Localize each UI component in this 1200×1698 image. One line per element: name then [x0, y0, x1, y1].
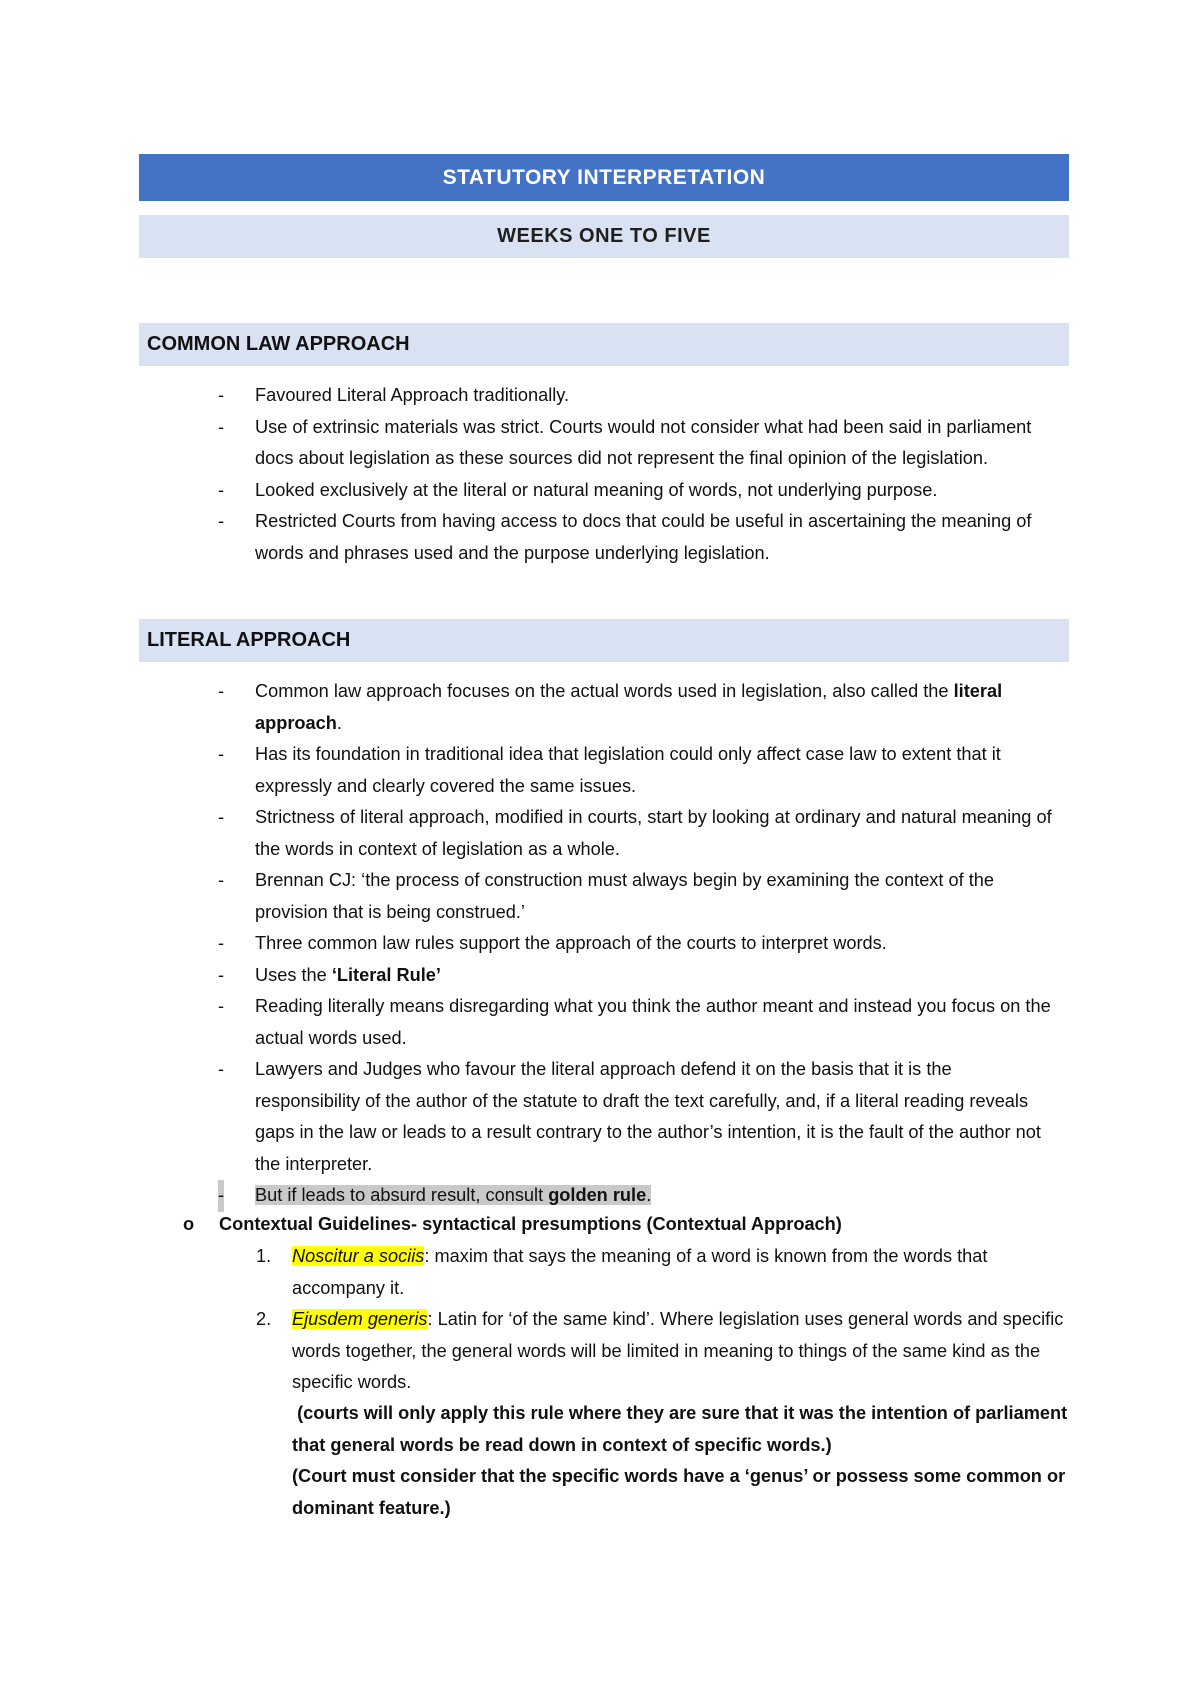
dash-marker: -: [218, 1180, 224, 1212]
dash-marker: -: [218, 807, 225, 827]
list-item: [0, 928, 1060, 960]
list-item-text: Common law approach focuses on the actual words used in legislation, also called the: [255, 681, 954, 701]
numbered-item-text: Latin for ‘of the same kind’. Where legislation uses general words and specific words together, the general words will be limited in meaning to things of the same kind as the specific words.: [292, 1309, 1064, 1392]
list-item-text: But if leads to absurd result, consult: [255, 1185, 549, 1205]
bold-term: ‘Literal Rule’: [331, 964, 441, 985]
list-item: [0, 380, 1060, 412]
numbered-item: [0, 1304, 1068, 1399]
document-title-bar: [139, 154, 1069, 201]
dash-marker: -: [218, 511, 225, 531]
section-heading-text: COMMON LAW APPROACH: [147, 333, 410, 355]
circle-bullet-marker: o: [183, 1214, 195, 1234]
bold-term: literal approach: [255, 681, 1003, 733]
list-item-text: Three common law rules support the approach of the courts to interpret words.: [255, 933, 887, 953]
numbered-item: [0, 1241, 1068, 1304]
list-item: [0, 1054, 1060, 1180]
list-item-text: .: [336, 712, 342, 733]
list-item: [0, 991, 1060, 1054]
list-item: [0, 412, 1060, 475]
contextual-heading-text: Contextual Guidelines- syntactical presumptions (Contextual Approach): [219, 1214, 842, 1234]
document-subtitle: WEEKS ONE TO FIVE: [497, 225, 711, 247]
number-marker: 1.: [256, 1246, 272, 1266]
dash-marker: -: [218, 870, 225, 890]
section-heading-literal: [139, 619, 1069, 662]
dash-marker: -: [218, 996, 225, 1016]
section-heading-common-law: [139, 323, 1069, 366]
list-item: [0, 865, 1060, 928]
section-heading-text: LITERAL APPROACH: [147, 629, 351, 651]
common-law-list: [0, 380, 1060, 569]
list-item-text: Strictness of literal approach, modified in courts, start by looking at ordinary and natural meaning of the words in context of legislation as a whole.: [255, 807, 1052, 859]
latin-term: Ejusdem generis: [292, 1309, 428, 1329]
list-item-highlighted: [0, 1180, 1060, 1212]
dash-marker: -: [218, 681, 225, 701]
list-item-text: .: [646, 1185, 652, 1205]
list-item-text: Reading literally means disregarding what you think the author meant and instead you focus on the actual words used.: [255, 996, 1051, 1048]
list-item-text: Lawyers and Judges who favour the literal approach defend it on the basis that it is the responsibility of the author of the statute to draft the text carefully, and, if a literal reading reveals gaps in the law or leads to a result contrary to the author’s intention, it is the fault of the author not the interpreter.: [255, 1059, 1041, 1174]
list-item-text: Favoured Literal Approach traditionally.: [255, 385, 570, 405]
numbered-item-text: maxim that says the meaning of a word is known from the words that accompany it.: [292, 1246, 988, 1298]
dash-marker: -: [218, 744, 225, 764]
list-item-text: Restricted Courts from having access to docs that could be useful in ascertaining the meaning of words and phrases used and the purpose underlying legislation.: [255, 511, 1032, 563]
literal-approach-list: [0, 676, 1060, 1212]
dash-marker: -: [218, 1059, 225, 1079]
list-item: [0, 802, 1060, 865]
latin-term: Noscitur a sociis: [292, 1246, 425, 1266]
number-marker: 2.: [256, 1309, 272, 1329]
document-subtitle-bar: [139, 215, 1069, 258]
term-colon: :: [424, 1246, 430, 1266]
list-item-text: Brennan CJ: ‘the process of construction must always begin by examining the context of the provision that is being construed.’: [255, 870, 995, 922]
list-item: [0, 506, 1060, 569]
contextual-numbered-list: [0, 1241, 1068, 1399]
list-item-text: Use of extrinsic materials was strict. Courts would not consider what had been said in parliament docs about legislation as these sources did not represent the final opinion of the legislation.: [255, 416, 1032, 468]
dash-marker: -: [218, 416, 225, 437]
dash-marker: -: [218, 479, 225, 500]
list-item: [0, 676, 1060, 739]
document-title: STATUTORY INTERPRETATION: [442, 165, 766, 189]
dash-marker: -: [218, 964, 225, 985]
list-item-text: Uses the: [255, 964, 332, 985]
dash-marker: -: [218, 385, 225, 405]
note-courts-apply-rule: (courts will only apply this rule where they are sure that it was the intention of parliament that general words be read down in context of specific words.): [292, 1403, 1073, 1455]
note-genus: (Court must consider that the specific words have a ‘genus’ or possess some common or dominant feature.): [292, 1466, 1066, 1518]
term-colon: :: [427, 1309, 433, 1329]
list-item: [0, 475, 1060, 507]
list-item: [0, 960, 1060, 992]
bold-term: golden rule: [548, 1185, 647, 1205]
dash-marker: -: [218, 933, 225, 953]
list-item: [0, 739, 1060, 802]
list-item-text: Has its foundation in traditional idea that legislation could only affect case law to extent that it expressly and clearly covered the same issues.: [255, 744, 1001, 796]
list-item-text: Looked exclusively at the literal or natural meaning of words, not underlying purpose.: [255, 479, 938, 500]
